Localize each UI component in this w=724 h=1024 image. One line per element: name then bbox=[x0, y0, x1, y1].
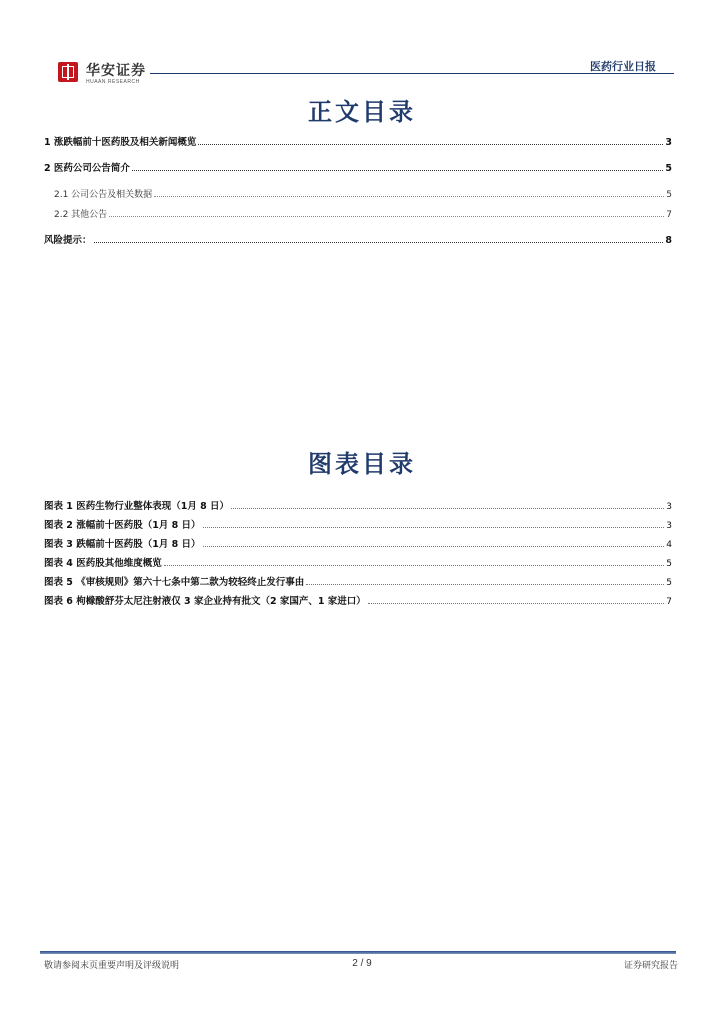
figure-entry-label: 图表 5 《审核规则》第六十七条中第二款为较轻终止发行事由 bbox=[44, 577, 305, 588]
leader-dots bbox=[94, 242, 664, 243]
leader-dots bbox=[231, 508, 664, 509]
leader-dots bbox=[203, 546, 665, 547]
disclaimer-note: 敬请参阅末页重要声明及评级说明 bbox=[44, 961, 180, 971]
toc-entry-page: 7 bbox=[666, 210, 672, 220]
toc-entry-page: 5 bbox=[665, 163, 672, 174]
figure-entry-page: 3 bbox=[666, 521, 672, 531]
logo-subtext: HUAAN RESEARCH bbox=[86, 79, 140, 85]
report-type: 医药行业日报 bbox=[590, 60, 656, 73]
toc-entry-label: 2.1 公司公告及相关数据 bbox=[54, 190, 153, 200]
leader-dots bbox=[132, 170, 663, 171]
figure-entry-label: 图表 6 枸橼酸舒芬太尼注射液仅 3 家企业持有批文（2 家国产、1 家进口） bbox=[44, 596, 366, 607]
toc-entry[interactable] bbox=[44, 134, 672, 148]
toc-entry[interactable] bbox=[44, 160, 672, 174]
toc-entry[interactable] bbox=[44, 232, 672, 246]
leader-dots bbox=[109, 216, 664, 217]
page-header bbox=[52, 58, 674, 92]
toc-entry-label: 2.2 其他公告 bbox=[54, 210, 108, 220]
toc-entry-page: 5 bbox=[666, 190, 672, 200]
report-category: 证券研究报告 bbox=[623, 961, 678, 971]
company-logo-icon bbox=[58, 62, 78, 82]
figure-entry-page: 3 bbox=[666, 502, 672, 512]
figure-entry[interactable] bbox=[44, 498, 672, 512]
figure-entry[interactable] bbox=[44, 574, 672, 588]
leader-dots bbox=[164, 565, 665, 566]
figure-entry-page: 5 bbox=[666, 578, 672, 588]
figure-entry[interactable] bbox=[44, 593, 672, 607]
leader-dots bbox=[306, 584, 664, 585]
leader-dots bbox=[198, 144, 663, 145]
toc-entry-label: 2 医药公司公告简介 bbox=[44, 163, 130, 174]
figure-entry[interactable] bbox=[44, 555, 672, 569]
page-number: 2 / 9 bbox=[352, 958, 372, 969]
leader-dots bbox=[154, 196, 664, 197]
figure-entry-page: 5 bbox=[666, 559, 672, 569]
figure-entry[interactable] bbox=[44, 517, 672, 531]
figure-entry[interactable] bbox=[44, 536, 672, 550]
figure-entry-page: 4 bbox=[666, 540, 672, 550]
figure-list-title: 图表目录 bbox=[308, 450, 416, 478]
figure-entry-label: 图表 2 涨幅前十医药股（1月 8 日） bbox=[44, 520, 201, 531]
footer-divider bbox=[40, 951, 676, 954]
toc-title: 正文目录 bbox=[308, 98, 416, 126]
leader-dots bbox=[203, 527, 665, 528]
figure-entry-page: 7 bbox=[666, 597, 672, 607]
toc-entry-label: 1 涨跌幅前十医药股及相关新闻概览 bbox=[44, 137, 197, 148]
figure-entry-label: 图表 3 跌幅前十医药股（1月 8 日） bbox=[44, 539, 201, 550]
toc-entry-page: 8 bbox=[665, 235, 672, 246]
logo-text: 华安证券 bbox=[86, 63, 146, 79]
toc-entry-label: 风险提示： bbox=[44, 235, 92, 246]
leader-dots bbox=[368, 603, 664, 604]
toc-subentry[interactable] bbox=[54, 206, 672, 220]
figure-entry-label: 图表 1 医药生物行业整体表现（1月 8 日） bbox=[44, 501, 230, 512]
figure-entry-label: 图表 4 医药股其他维度概览 bbox=[44, 558, 162, 569]
toc-entry-page: 3 bbox=[665, 137, 672, 148]
toc-subentry[interactable] bbox=[54, 186, 672, 200]
